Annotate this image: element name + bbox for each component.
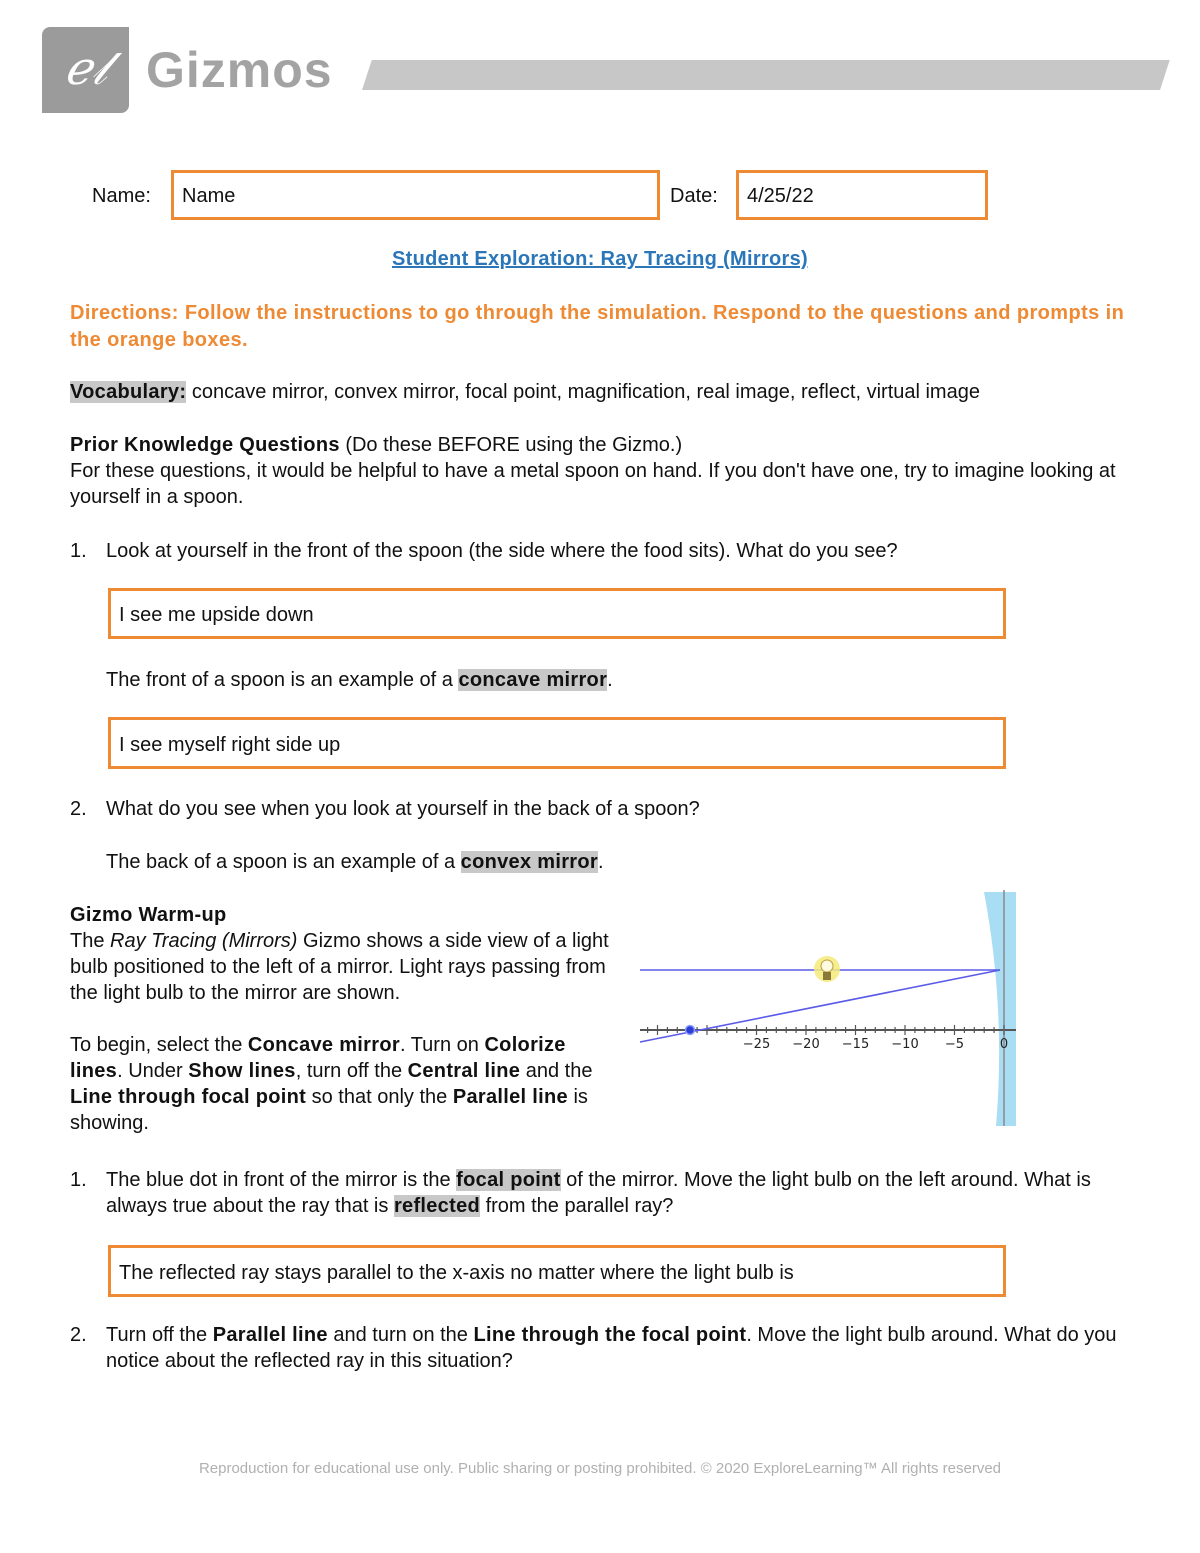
term-convex-mirror: convex mirror bbox=[460, 851, 598, 873]
focal-point-dot bbox=[686, 1026, 695, 1035]
axis-tick-labels bbox=[743, 1037, 1008, 1052]
axis-tick-label: 0 bbox=[999, 1037, 1009, 1052]
term: Parallel line bbox=[212, 1324, 328, 1346]
axis-tick-label: −20 bbox=[792, 1037, 820, 1052]
prior-heading-note: (Do these BEFORE using the Gizmo.) bbox=[339, 434, 683, 456]
term-reflected: reflected bbox=[393, 1195, 481, 1217]
prior-question-2: What do you see when you look at yourself in the back of a spoon? bbox=[106, 798, 700, 820]
answer-box-3[interactable] bbox=[108, 1245, 1006, 1297]
page-title: Student Exploration: Ray Tracing (Mirrors) bbox=[392, 248, 808, 270]
date-label: Date: bbox=[670, 185, 718, 207]
prior-intro: For these questions, it would be helpful to have a metal spoon on hand. If you don't have one, try to imagine looking at yourself in a spoon. bbox=[70, 460, 1116, 508]
text: The bbox=[70, 930, 111, 952]
brand-name: Gizmos bbox=[146, 42, 333, 98]
name-field[interactable] bbox=[171, 170, 660, 220]
question-number: 1. bbox=[70, 540, 87, 562]
prior-heading: Prior Knowledge Questions bbox=[70, 434, 340, 456]
directions: Directions: Follow the instructions to go through the simulation. Respond to the questions and prompts in the orange boxes. bbox=[70, 302, 1125, 351]
axis-tick-label: −25 bbox=[742, 1037, 771, 1052]
term: Concave mirror bbox=[247, 1034, 400, 1056]
axis-tick-label: −5 bbox=[944, 1037, 965, 1052]
warmup-question-1 bbox=[106, 1167, 1116, 1219]
question-number: 2. bbox=[70, 1324, 87, 1346]
header-bar bbox=[362, 60, 1170, 90]
prior-question-1: Look at yourself in the front of the spoon (the side where the food sits). What do you see? bbox=[106, 540, 898, 562]
term-focal-point: focal point bbox=[456, 1169, 561, 1191]
text: . Under bbox=[117, 1060, 189, 1082]
question-number: 2. bbox=[70, 798, 87, 820]
axis-tick-label: −15 bbox=[841, 1037, 870, 1052]
text: , turn off the bbox=[295, 1060, 408, 1082]
warmup-heading: Gizmo Warm-up bbox=[70, 904, 227, 926]
vocabulary-terms: concave mirror, convex mirror, focal point, magnification, real image, reflect, virtual image bbox=[186, 381, 980, 403]
answer-text: The reflected ray stays parallel to the x-axis no matter where the light bulb is bbox=[119, 1262, 794, 1284]
text: To begin, select the bbox=[70, 1034, 248, 1056]
question-number: 1. bbox=[70, 1169, 87, 1191]
text: Gizmo shows a side view of a light bulb positioned to the left of a mirror. Light rays passing from the light bulb to the mirror are shown. bbox=[70, 930, 609, 1004]
term: Line through the focal point bbox=[473, 1324, 747, 1346]
text: of the mirror. Move the light bulb on the left around. What is always true about the ray that is bbox=[106, 1169, 1091, 1217]
text: Turn off the bbox=[106, 1324, 213, 1346]
text: so that only the bbox=[306, 1086, 453, 1108]
ray-diagram bbox=[638, 890, 1020, 1128]
term: Show lines bbox=[188, 1060, 296, 1082]
answer-box-1[interactable] bbox=[108, 588, 1006, 639]
term: Central line bbox=[407, 1060, 521, 1082]
name-value: Name bbox=[182, 185, 236, 207]
vocabulary-label: Vocabulary: bbox=[70, 381, 187, 403]
warmup-question-2 bbox=[106, 1322, 1126, 1374]
answer-text: I see me upside down bbox=[119, 604, 314, 626]
warmup-paragraph-1 bbox=[70, 928, 615, 1006]
text: The blue dot in front of the mirror is the bbox=[106, 1169, 457, 1191]
statement-end: . bbox=[607, 669, 613, 691]
warmup-section bbox=[70, 902, 615, 1136]
text: is showing. bbox=[70, 1086, 588, 1134]
term-concave-mirror: concave mirror bbox=[458, 669, 608, 691]
gizmo-name: Ray Tracing (Mirrors) bbox=[110, 930, 298, 952]
axis-tick-label: −10 bbox=[891, 1037, 919, 1052]
warmup-paragraph-2 bbox=[70, 1032, 615, 1136]
vocabulary bbox=[70, 379, 1150, 405]
front-spoon-statement bbox=[106, 667, 1106, 693]
footer-notice: Reproduction for educational use only. Public sharing or posting prohibited. © 2020 ExploreLearning™ All rights reserved bbox=[198, 1460, 1002, 1477]
light-bulb-icon bbox=[814, 956, 840, 982]
date-value: 4/25/22 bbox=[747, 185, 814, 207]
statement-text: The front of a spoon is an example of a bbox=[106, 669, 459, 691]
term: Line through focal point bbox=[70, 1086, 307, 1108]
text: from the parallel ray? bbox=[480, 1195, 674, 1217]
date-field[interactable] bbox=[736, 170, 988, 220]
statement-text: The back of a spoon is an example of a bbox=[106, 851, 461, 873]
answer-text: I see myself right side up bbox=[119, 734, 341, 756]
text: . Move the light bulb around. What do you notice about the reflected ray in this situation? bbox=[106, 1324, 1117, 1372]
text: and turn on the bbox=[327, 1324, 474, 1346]
logo-icon: ℯ𝓁 bbox=[64, 41, 107, 95]
text: . Turn on bbox=[399, 1034, 485, 1056]
answer-box-2[interactable] bbox=[108, 717, 1006, 769]
statement-end: . bbox=[597, 851, 604, 873]
prior-knowledge bbox=[70, 432, 1130, 510]
mirror-surface bbox=[984, 892, 1016, 1126]
name-label: Name: bbox=[92, 185, 151, 207]
text: and the bbox=[520, 1060, 593, 1082]
term: Parallel line bbox=[452, 1086, 568, 1108]
term: Colorize lines bbox=[70, 1034, 566, 1082]
back-spoon-statement bbox=[106, 849, 1106, 875]
